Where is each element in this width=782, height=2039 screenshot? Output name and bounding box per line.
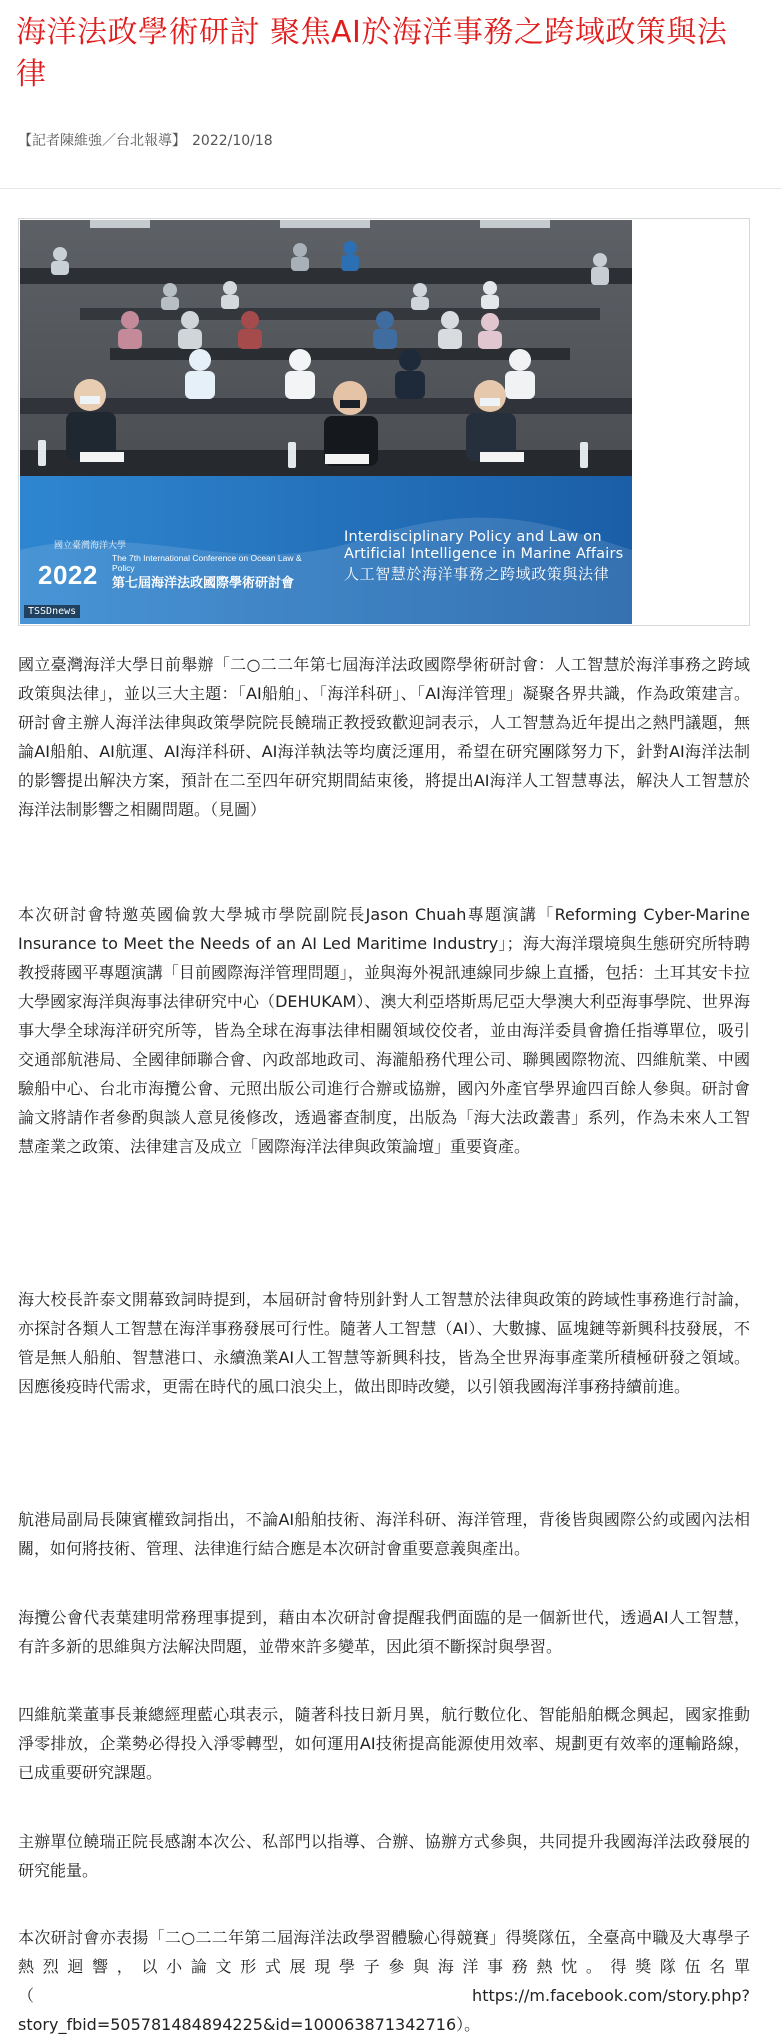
banner-heading-zh: 人工智慧於海洋事務之跨域政策與法律 [344,565,610,583]
paragraph-5: 海攬公會代表葉建明常務理事提到，藉由本次研討會提醒我們面臨的是一個新世代，透過AI人工智慧，有許多新的思維與方法解決問題，並帶來許多變革，因此須不斷探討與學習。 [18,1608,750,1656]
banner-year: 2022 [38,560,98,590]
banner-heading [344,529,624,583]
article-photo-frame [18,218,750,626]
paragraph-3: 海大校長許泰文開幕致詞時提到，本屆研討會特別針對人工智慧於法律與政策的跨域性事務進行討論，亦探討各類人工智慧在海洋事務發展可行性。隨著人工智慧（AI）、大數據、區塊鏈等新興科技發展，不管是無人船舶、智慧港口、永續漁業AI人工智慧等新興科技，皆為全世界海事產業所積極研發之領域。因應後疫時代需求，更需在時代的風口浪尖上，做出即時改變，以引領我國海洋事務持續前進。 [18,1290,750,1396]
paragraph-1: 國立臺灣海洋大學日前舉辦「二○二二年第七屆海洋法政國際學術研討會：人工智慧於海洋事務之跨域政策與法律」，並以三大主題：「AI船舶」、「海洋科研」、「AI海洋管理」凝聚各界共識，作為政策建言。研討會主辦人海洋法律與政策學院院長饒瑞正教授致歡迎詞表示，人工智慧為近年提出之熱門議題，無論AI船舶、AI航運、AI海洋科研、AI海洋執法等均廣泛運用，希望在研究團隊努力下，針對AI海洋法制的影響提出解決方案，預計在二至四年研究期間結束後，將提出AI海洋人工智慧專法，解決人工智慧於海洋法制影響之相關問題。（見圖） [18,655,750,819]
article-photo[interactable] [20,220,632,624]
banner-logo-text: 國立臺灣海洋大學 [54,541,127,551]
header-divider [0,188,782,189]
publish-date: 2022/10/18 [192,133,273,149]
photo-credit: TSSDnews [24,605,80,618]
paragraph-7: 主辦單位饒瑞正院長感謝本次公、私部門以指導、合辦、協辦方式參與，共同提升我國海洋法政發展的研究能量。 [18,1832,750,1880]
paragraph-2: 本次研討會特邀英國倫敦大學城市學院副院長Jason Chuah專題演講「Reforming Cyber-Marine Insurance to Meet the Needs of an AI Led Maritime Industry」；海大海洋環境與生態研究所特聘教授蔣國平專題演講「目前國際海洋管理問題」，並與海外視訊連線同步線上直播，包括：土耳其安卡拉大學國家海洋與海事法律研究中心（DEHUKAM）、澳大利亞塔斯馬尼亞大學澳大利亞海事學院、世界海事大學全球海洋研究所等，皆為全球在海事法律相關領域佼佼者，並由海洋委員會擔任指導單位，吸引交通部航港局、全國律師聯合會、內政部地政司、海瀧船務代理公司、聯興國際物流、四維航業、中國驗船中心、台北市海攬公會、元照出版公司進行合辦或協辦，國內外產官學界逾四百餘人參與。研討會論文將請作者參酌與談人意見後修改，透過審查制度，出版為「海大法政叢書」系列，作為未來人工智慧產業之政策、法律建言及成立「國際海洋法律與政策論壇」重要資產。 [18,905,750,1156]
article-byline [18,131,273,151]
reporter-credit: 【記者陳維強／台北報導】 [18,133,186,149]
paragraph-4: 航港局副局長陳賓權致詞指出，不論AI船舶技術、海洋科研、海洋管理，背後皆與國際公約或國內法相關，如何將技術、管理、法律進行結合應是本次研討會重要意義與產出。 [18,1510,750,1558]
article-title: 海洋法政學術研討 聚焦AI於海洋事務之跨域政策與法律 [16,15,728,92]
banner-conference-zh: 第七屆海洋法政國際學術研討會 [112,576,295,591]
banner-heading-en: Interdisciplinary Policy and Law on Artificial Intelligence in Marine Affairs [344,529,624,562]
paragraph-6: 四維航業董事長兼總經理藍心琪表示，隨著科技日新月異，航行數位化、智能船舶概念興起，國家推動淨零排放，企業勢必得投入淨零轉型，如何運用AI技術提高能源使用效率、規劃更有效率的運輸路線，已成重要研究課題。 [18,1705,750,1782]
banner-conference-en: The 7th International Conference on Ocean Law & Policy [112,553,302,573]
paragraph-8: 本次研討會亦表揚「二○二二年第二屆海洋法政學習體驗心得競賽」得獎隊伍，全臺高中職及大專學子熱烈迴響，以小論文形式展現學子參與海洋事務熱忱。得獎隊伍名單（https://m.facebook.com/story.php?story_fbid=505781484894225&id=100063871342716）。 [18,1928,750,2034]
